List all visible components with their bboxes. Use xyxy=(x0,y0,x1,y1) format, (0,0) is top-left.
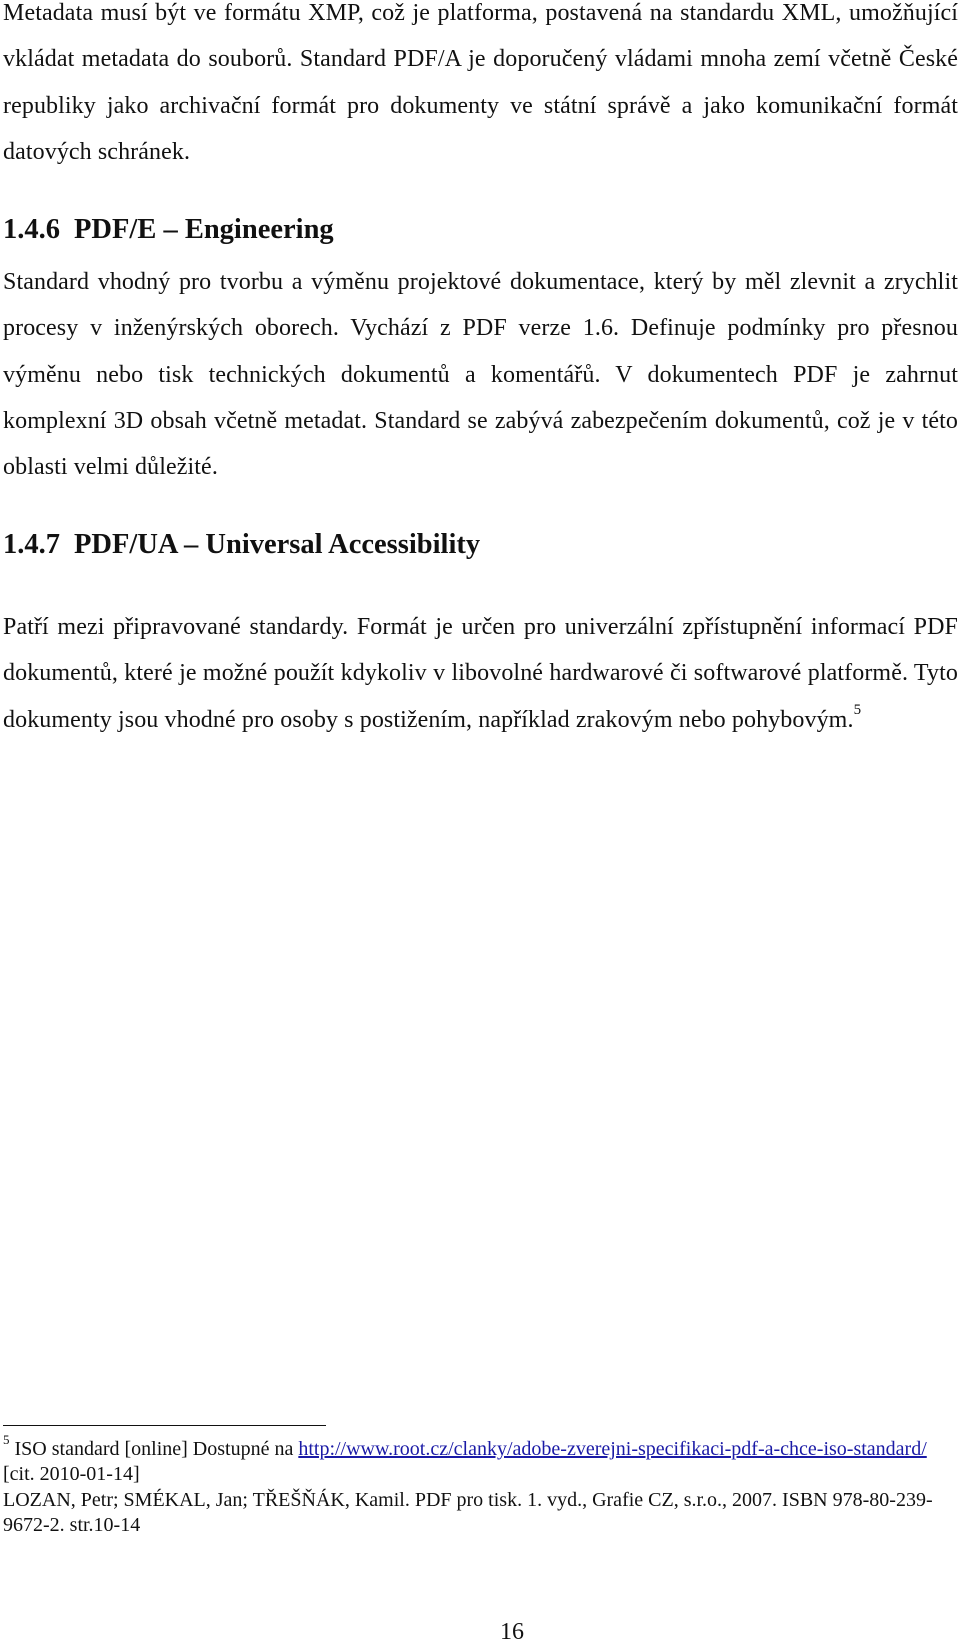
footnote-5 xyxy=(3,1432,958,1488)
page-number: 16 xyxy=(500,1619,524,1645)
footnote-text: ISO standard [online] Dostupné na xyxy=(14,1438,294,1460)
footnotes xyxy=(3,1432,958,1538)
section-title: PDF/E – Engineering xyxy=(74,214,334,245)
section-number: 1.4.7 xyxy=(3,529,60,560)
footnote-reference[interactable]: 5 xyxy=(853,701,862,718)
section-title: PDF/UA – Universal Accessibility xyxy=(74,529,481,560)
footnote-separator xyxy=(3,1425,326,1426)
footnote-link[interactable]: http://www.root.cz/clanky/adobe-zverejni-specifikaci-pdf-a-chce-iso-standard/ xyxy=(298,1438,927,1460)
pdf-ua-text: Patří mezi připravované standardy. Formát je určen pro univerzální zpřístupnění informací PDF dokumentů, které je možné použít kdykoliv v libovolné hardwarové či softwarové platformě. Tyto dokumenty jsou vhodné pro osoby s postižením, například zrakovým nebo pohybovým. xyxy=(3,614,958,733)
footnote-citation-date: [cit. 2010-01-14] xyxy=(3,1463,140,1486)
section-heading-pdf-ua xyxy=(3,528,480,562)
pdf-ua-paragraph xyxy=(3,604,958,743)
section-heading-pdf-e xyxy=(3,213,334,247)
section-number: 1.4.6 xyxy=(3,214,60,245)
intro-paragraph: Metadata musí být ve formátu XMP, což je platforma, postavená na standardu XML, umožňující vkládat metadata do souborů. Standard PDF/A je doporučený vládami mnoha zemí včetně České republiky jako archivační formát pro dokumenty ve státní správě a jako komunikační formát datových schránek. xyxy=(3,0,958,165)
footnote-reference-text: LOZAN, Petr; SMÉKAL, Jan; TŘEŠŇÁK, Kamil. PDF pro tisk. 1. vyd., Grafie CZ, s.r.o., 2007. ISBN 978-80-239-9672-2. str.10-14 xyxy=(3,1488,933,1536)
footnote-marker: 5 xyxy=(3,1432,10,1448)
pdf-e-paragraph: Standard vhodný pro tvorbu a výměnu projektové dokumentace, který by měl zlevnit a zrychlit procesy v inženýrských oborech. Vychází z PDF verze 1.6. Definuje podmínky pro přesnou výměnu nebo tisk technických dokumentů a komentářů. V dokumentech PDF je zahrnut komplexní 3D obsah včetně metadat. Standard se zabývá zabezpečením dokumentů, což je v této oblasti velmi důležité. xyxy=(3,269,958,481)
